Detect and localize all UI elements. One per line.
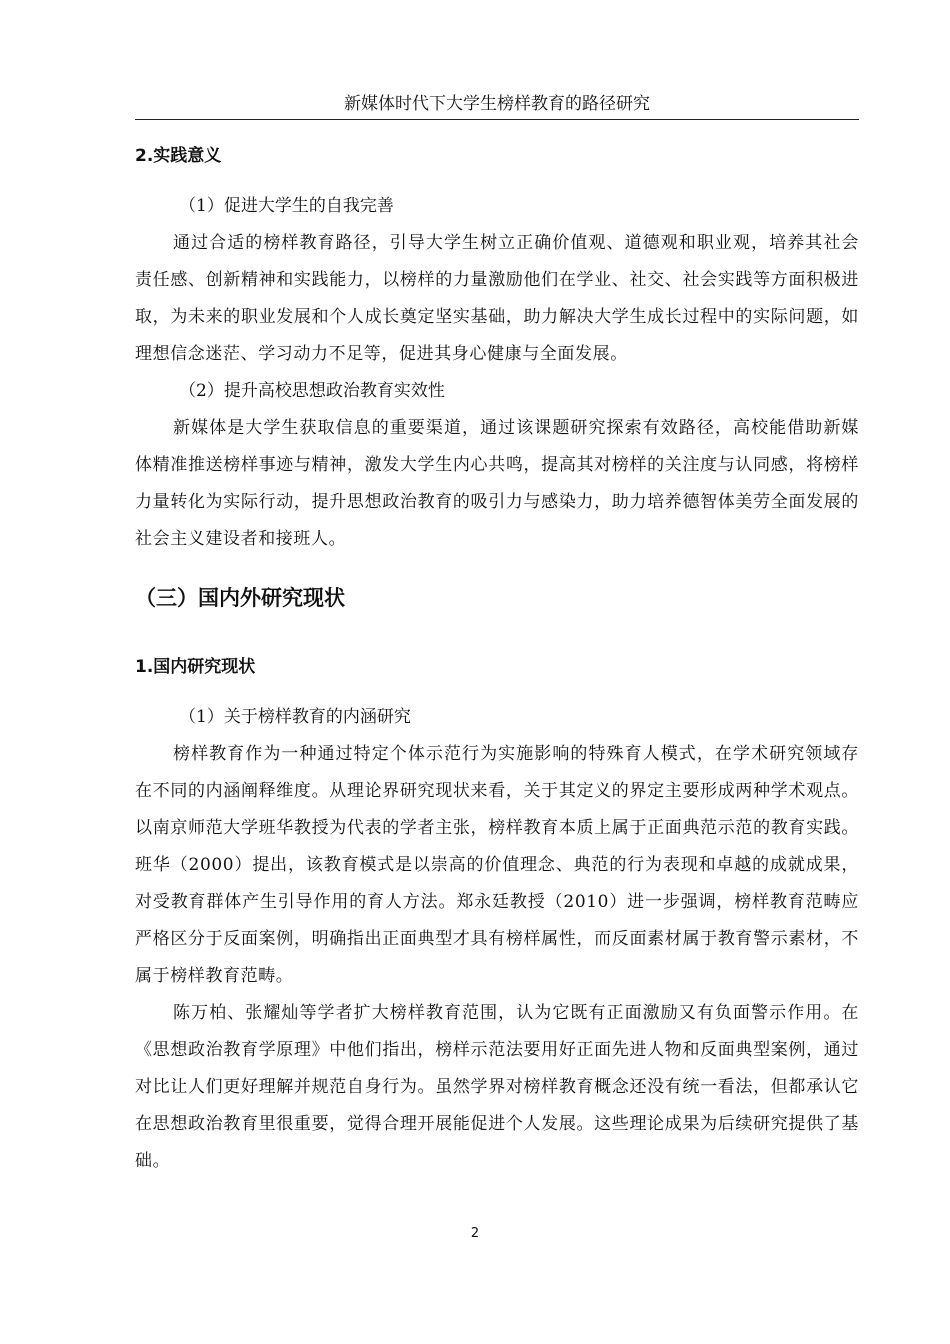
subheading-self-improvement: （1）促进大学生的自我完善	[179, 196, 394, 216]
paragraph-effectiveness: 新媒体是大学生获取信息的重要渠道，通过该课题研究探索有效路径，高校能借助新媒体精准推送榜样事迹与精神，激发大学生内心共鸣，提高其对榜样的关注度与认同感，将榜样力量转化为实际行动，提升思想政治教育的吸引力与感染力，助力培养德智体美劳全面发展的社会主义建设者和接班人。	[135, 418, 859, 549]
section-heading-practice: 2.实践意义	[135, 146, 222, 166]
subheading-connotation: （1）关于榜样教育的内涵研究	[179, 707, 411, 727]
paragraph-connotation-2: 陈万柏、张耀灿等学者扩大榜样教育范围，认为它既有正面激励又有负面警示作用。在《思想政治教育学原理》中他们指出，榜样示范法要用好正面先进人物和反面典型案例，通过对比让人们更好理解并规范自身行为。虽然学界对榜样教育概念还没有统一看法，但都承认它在思想政治教育里很重要，觉得合理开展能促进个人发展。这些理论成果为后续研究提供了基础。	[135, 1003, 859, 1171]
paragraph-self-improvement: 通过合适的榜样教育路径，引导大学生树立正确价值观、道德观和职业观，培养其社会责任感、创新精神和实践能力，以榜样的力量激励他们在学业、社交、社会实践等方面积极进取，为未来的职业发展和个人成长奠定坚实基础，助力解决大学生成长过程中的实际问题，如理想信念迷茫、学习动力不足等，促进其身心健康与全面发展。	[135, 233, 859, 364]
paragraph-connotation-1: 榜样教育作为一种通过特定个体示范行为实施影响的特殊育人模式，在学术研究领域存在不同的内涵阐释维度。从理论界研究现状来看，关于其定义的界定主要形成两种学术观点。以南京师范大学班华教授为代表的学者主张，榜样教育本质上属于正面典范示范的教育实践。班华（2000）提出，该教育模式是以崇高的价值理念、典范的行为表现和卓越的成就成果，对受教育群体产生引导作用的育人方法。郑永廷教授（2010）进一步强调，榜样教育范畴应严格区分于反面案例，明确指出正面典型才具有榜样属性，而反面素材属于教育警示素材，不属于榜样教育范畴。	[135, 744, 859, 986]
section-heading-research-status: （三）国内外研究现状	[135, 586, 345, 610]
running-header: 新媒体时代下大学生榜样教育的路径研究	[344, 94, 650, 114]
section-heading-domestic: 1.国内研究现状	[135, 657, 256, 677]
page-number: 2	[470, 1226, 480, 1241]
subheading-effectiveness: （2）提升高校思想政治教育实效性	[179, 381, 445, 401]
header-rule	[135, 119, 859, 120]
page-body	[135, 140, 859, 1180]
